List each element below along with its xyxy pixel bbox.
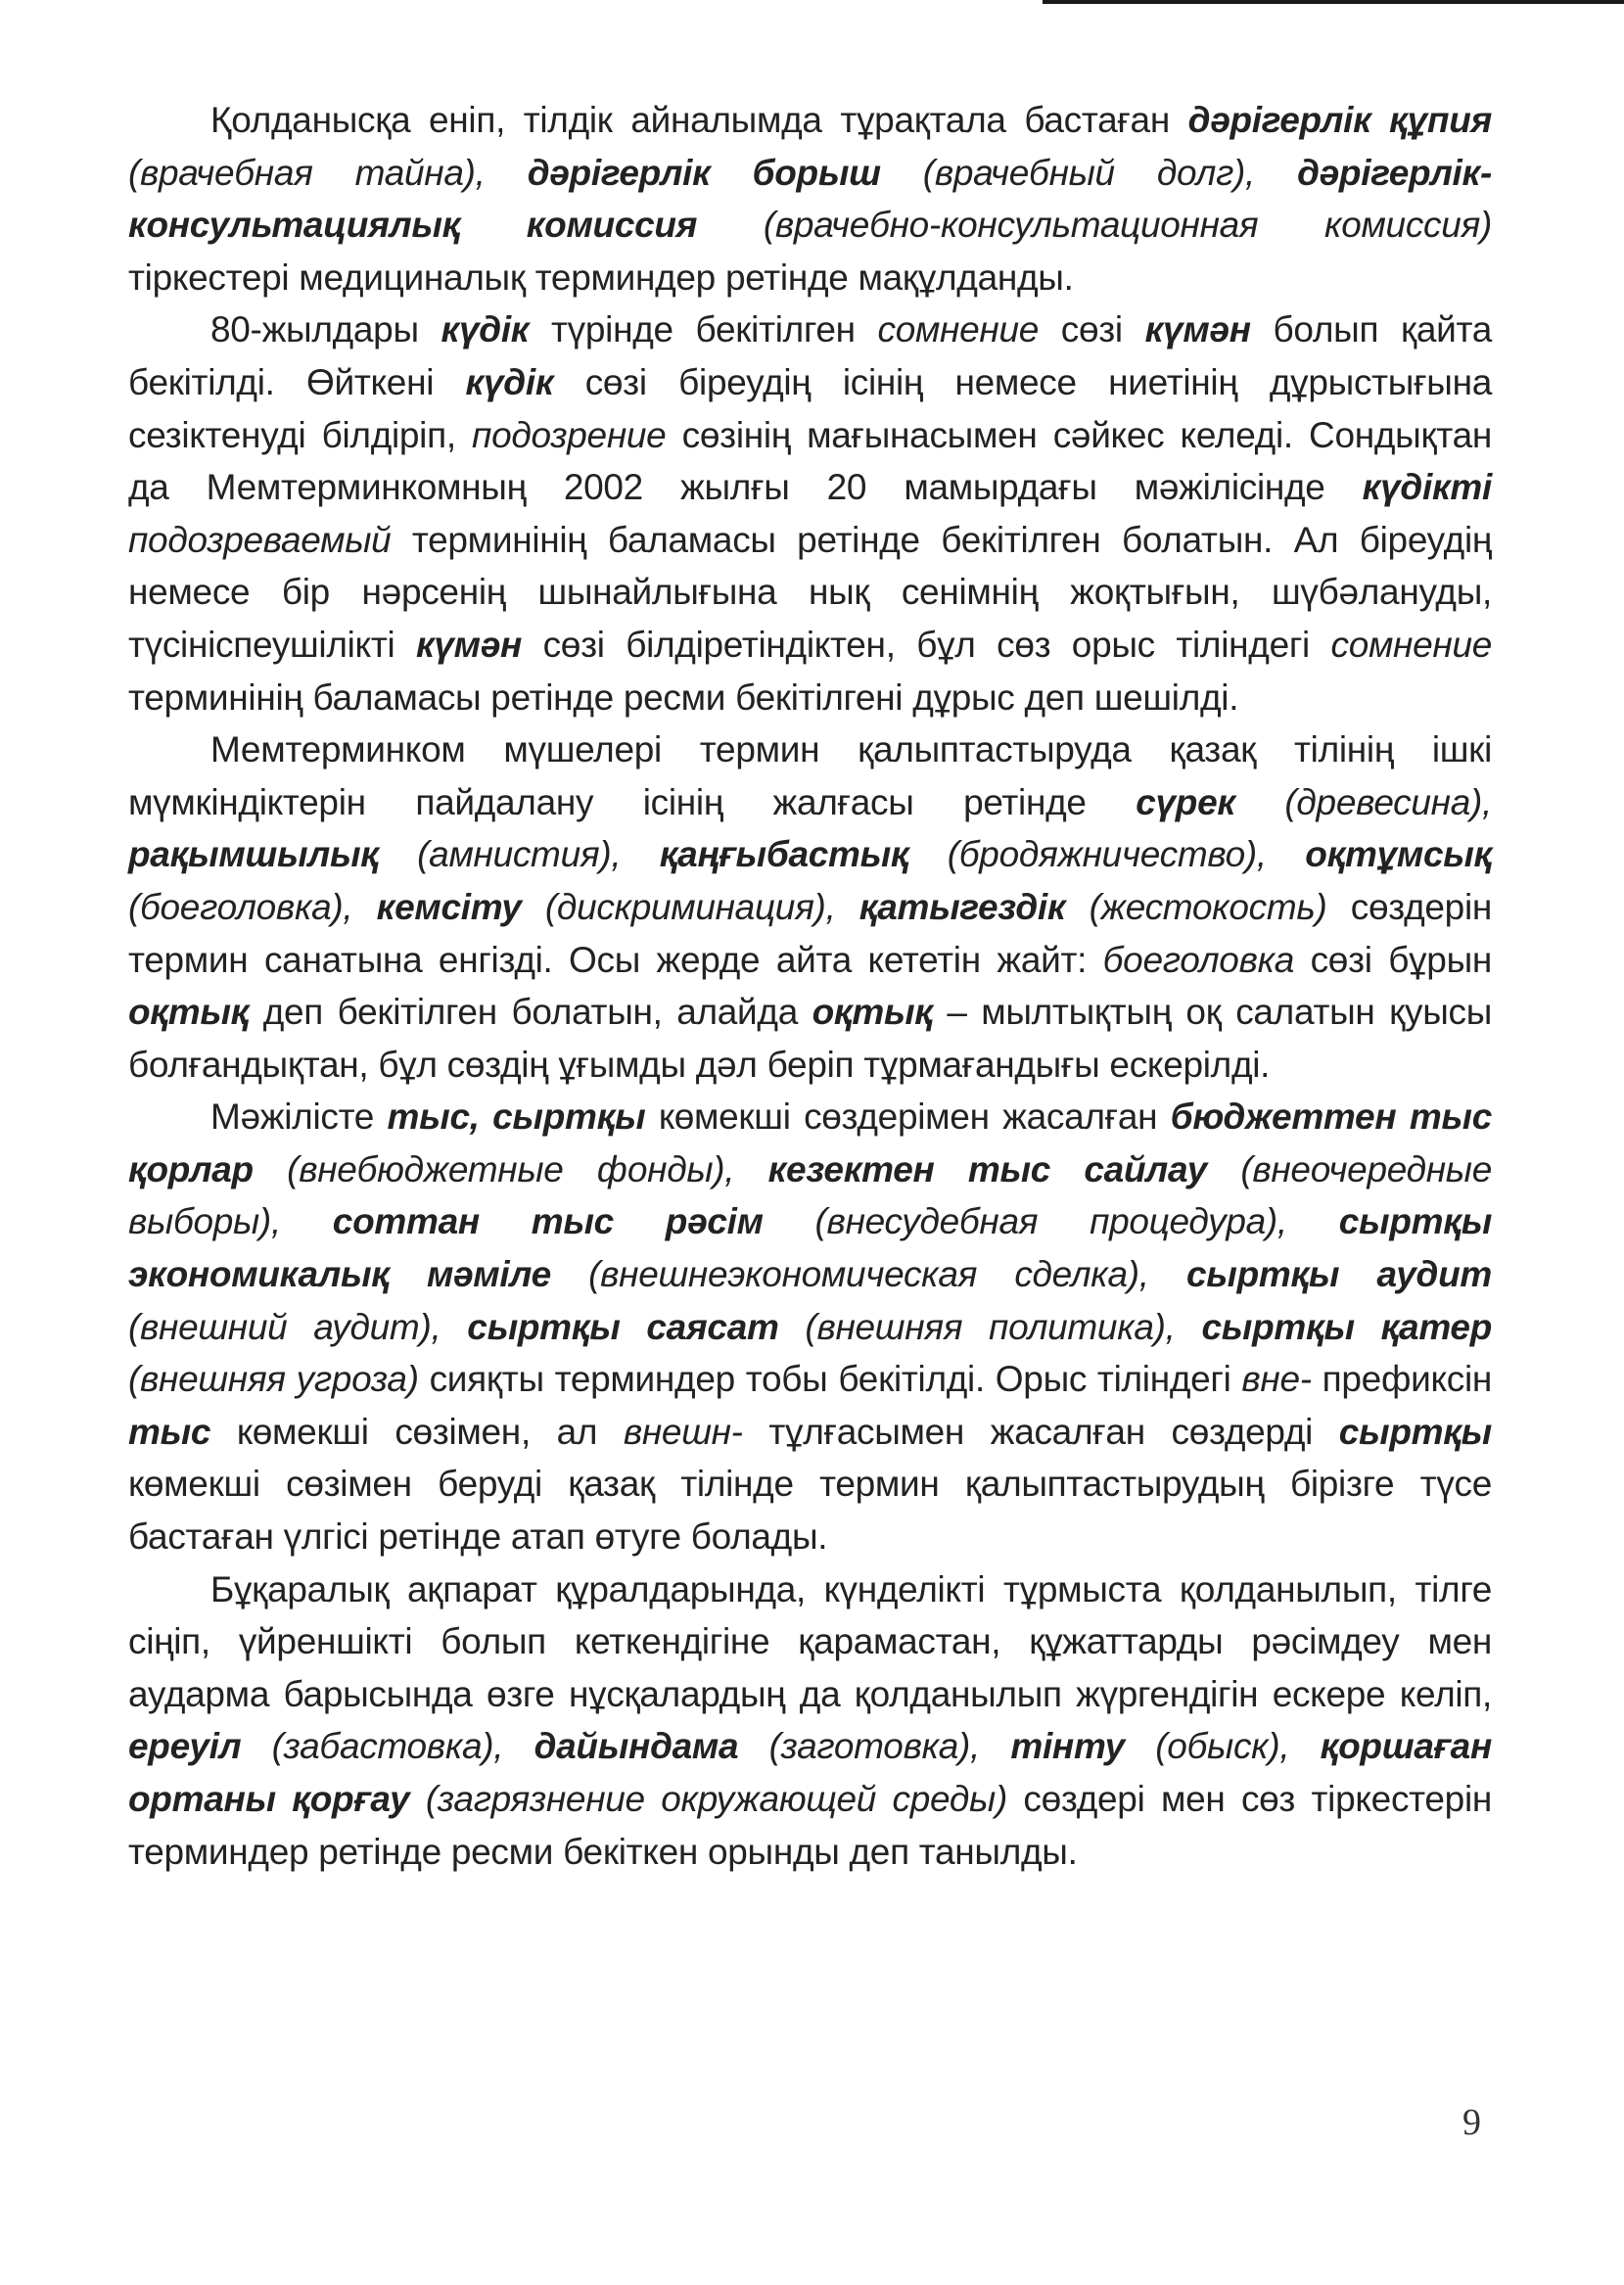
term-kazakh: оқтық [128, 992, 250, 1033]
term-kazakh: дәрігерлік борыш [527, 152, 881, 193]
term-russian: (боеголовка), [128, 886, 377, 927]
text-run: терминінің баламасы ретінде ресми бекітілгені дұрыс деп шешілді. [128, 676, 1239, 718]
term-kazakh: тыс [128, 1411, 211, 1452]
text-run: болып қайта бекітілді. Өйткені [128, 309, 1492, 402]
term-russian: (амнистия), [378, 834, 660, 875]
term-russian: (жестокость) [1065, 886, 1327, 927]
text-run: түрінде бекітілген [529, 309, 878, 350]
term-kazakh: оқтық [812, 992, 933, 1033]
paragraph [128, 94, 1492, 303]
term-russian: (древесина), [1234, 781, 1492, 822]
term-kazakh: дәрігерлік құпия [1187, 100, 1492, 140]
text-run: тіркестері медициналық терминдер ретінде мақұлданды. [128, 256, 1074, 298]
term-kazakh: кемсіту [376, 886, 522, 927]
term-kazakh: дайындама [534, 1726, 739, 1767]
text-run: көмекші сөзімен, ал [210, 1411, 624, 1452]
document-body [128, 94, 1492, 1878]
term-kazakh: ереуіл [128, 1726, 242, 1767]
term-russian: (внешняя политика), [778, 1306, 1202, 1347]
term-kazakh: сүрек [1136, 781, 1235, 822]
term-kazakh: күмән [415, 624, 523, 665]
term-russian: вне- [1241, 1359, 1312, 1400]
term-russian: подозрение [472, 414, 667, 455]
term-russian: сомнение [1330, 624, 1492, 665]
term-kazakh: күдік [441, 309, 530, 350]
text-run: Қолданысқа еніп, тілдік айналымда тұрақтала бастаған [210, 100, 1188, 140]
term-kazakh: тінту [1010, 1726, 1125, 1767]
text-run: сөздері мен сөз тіркестерін терминдер ретінде ресми бекіткен орынды деп танылды. [128, 1779, 1492, 1872]
text-run: Бұқаралық ақпарат құралдарында, күнделікті тұрмыста қолданылып, тілге сіңіп, үйреншікті болып кеткендігіне қарамастан, құжаттарды рәсімдеу мен аударма барысында өзге нұсқалардың да қолданылып жүргендігін ескере келіп, [128, 1568, 1492, 1714]
text-run: сөзі [1039, 309, 1145, 350]
text-run: сияқты терминдер тобы бекітілді. Орыс тіліндегі [418, 1359, 1242, 1400]
term-russian: (внешняя угроза) [128, 1359, 419, 1400]
term-kazakh: күдікті [1362, 467, 1492, 508]
term-russian: (врачебная тайна), [128, 152, 528, 193]
term-russian: (дискриминация), [521, 886, 859, 927]
text-run: Мемтерминком мүшелері термин қалыптастыруда қазақ тілінің ішкі мүмкіндіктерін пайдалану ісінің жалғасы ретінде [128, 729, 1492, 822]
term-russian: (врачебно-консультационная комиссия) [697, 205, 1492, 246]
text-run: префиксін [1311, 1359, 1493, 1400]
paragraph [128, 303, 1492, 723]
term-kazakh: сыртқы экономикалық мәміле [128, 1201, 1492, 1295]
page-number: 9 [1462, 2102, 1481, 2143]
term-kazakh: кезектен тыс сайлау [767, 1148, 1208, 1189]
term-kazakh: сыртқы аудит [1186, 1254, 1493, 1295]
term-kazakh: сыртқы қатер [1201, 1306, 1493, 1347]
term-russian: (внешнеэкономическая сделка), [550, 1254, 1186, 1295]
term-russian: боеголовка [1102, 939, 1295, 980]
term-kazakh: тыс, сыртқы [387, 1096, 646, 1138]
text-run: тұлғасымен жасалған сөздерді [742, 1411, 1339, 1452]
term-kazakh: соттан тыс рәсім [332, 1201, 764, 1242]
paragraph [128, 1091, 1492, 1562]
term-russian: (заготовка), [738, 1726, 1011, 1767]
term-russian: (внеочередные выборы), [128, 1148, 1493, 1242]
text-run: көмекші сөзімен беруді қазақ тілінде термин қалыптастырудың бірізге түсе бастаған үлгісі ретінде атап өтуге болады. [128, 1464, 1492, 1558]
term-kazakh: қатыгездік [858, 886, 1066, 927]
term-russian: (забастовка), [241, 1726, 534, 1767]
text-run: сөздерін термин санатына енгізді. Осы жерде айта кететін жайт: [128, 886, 1493, 980]
text-run: көмекші сөздерімен жасалған [645, 1096, 1171, 1138]
term-kazakh: қоршаған ортаны қорғау [128, 1726, 1492, 1819]
text-run: Мәжілісте [210, 1096, 388, 1138]
term-kazakh: рақымшылық [128, 834, 379, 875]
text-run: 80-жылдары [210, 309, 441, 350]
term-kazakh: оқтұмсық [1305, 834, 1492, 875]
term-kazakh: қаңғыбастық [659, 834, 909, 875]
term-kazakh: күдік [465, 361, 554, 402]
term-kazakh: күмән [1144, 309, 1251, 350]
term-kazakh: бюджеттен тыс қорлар [128, 1096, 1492, 1189]
term-russian: (внешний аудит), [128, 1306, 468, 1347]
text-run: сөзі біреудің ісінің немесе ниетінің дұрыстығына сезіктенуді білдіріп, [128, 361, 1492, 455]
term-russian: (загрязнение окружающей среды) [409, 1779, 1007, 1819]
text-run: сөзі бұрын [1294, 939, 1492, 980]
term-russian: сомнение [877, 309, 1040, 350]
term-russian: (внесудебная процедура), [763, 1201, 1339, 1242]
term-russian: (внебюджетные фонды), [253, 1148, 768, 1189]
term-russian: подозреваемый [128, 519, 392, 560]
term-russian: (обыск), [1124, 1726, 1321, 1767]
text-run: сөзінің мағынасымен сәйкес келеді. Сондықтан да Мемтерминкомның 2002 жылғы 20 мамырдағы мәжілісінде [128, 414, 1492, 508]
text-run: сөзі білдіретіндіктен, бұл сөз орыс тіліндегі [522, 624, 1331, 665]
paragraph [128, 1563, 1492, 1879]
term-russian: (бродяжничество), [908, 834, 1306, 875]
term-kazakh: сыртқы [1338, 1411, 1492, 1452]
text-run: – мылтықтың оқ салатын қуысы болғандықтан, бұл сөздің ұғымды дәл беріп тұрмағандығы ескерілді. [128, 992, 1492, 1085]
paragraph [128, 723, 1492, 1091]
text-run: терминінің баламасы ретінде бекітілген болатын. Ал біреудің немесе бір нәрсенің шынайлығына нық сенімнің жоқтығын, шүбәлануды, түсініспеушілікті [128, 519, 1492, 665]
term-kazakh: дәрігерлік-консультациялық комиссия [128, 152, 1492, 246]
top-rule [1043, 0, 1624, 4]
term-russian: внешн- [623, 1411, 743, 1452]
term-kazakh: сыртқы саясат [467, 1306, 779, 1347]
term-russian: (врачебный долг), [880, 152, 1298, 193]
text-run: деп бекітілген болатын, алайда [249, 992, 812, 1033]
